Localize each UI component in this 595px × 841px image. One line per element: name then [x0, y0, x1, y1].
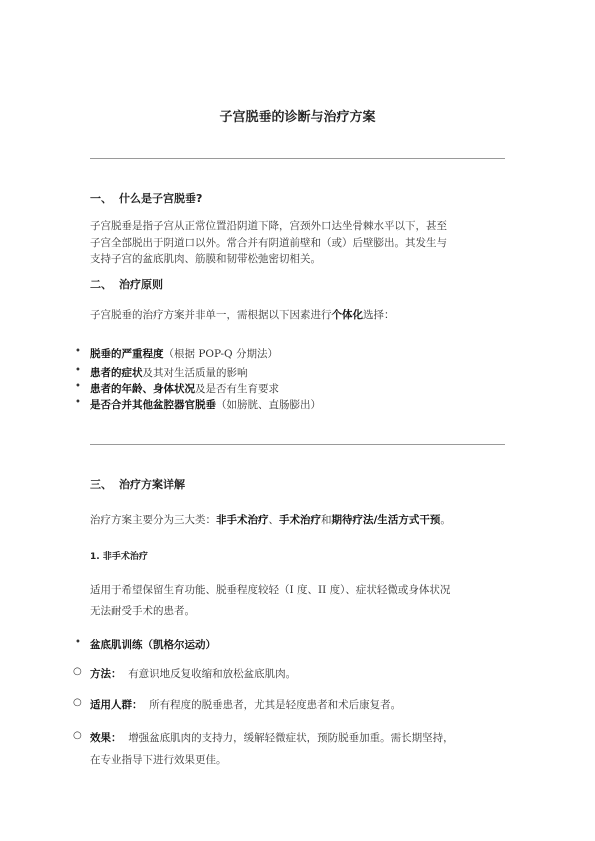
list-item [73, 666, 296, 681]
list-item-bold: 脱垂的严重程度 [90, 348, 164, 360]
list-item [75, 346, 278, 361]
page-title: 子宫脱垂的诊断与治疗方案 [219, 110, 376, 125]
divider [90, 158, 505, 159]
paragraph-line: 适用于希望保留生育功能、脱垂程度较轻（I 度、II 度）、症状轻微或身体状况 [90, 584, 451, 596]
bullet-icon: • [75, 381, 81, 392]
text-run: 子宫脱垂的治疗方案并非单一，需根据以下因素进行 [90, 309, 332, 321]
paragraph [90, 512, 508, 529]
detail-label: 适用人群： [90, 699, 143, 711]
list-item-bold: 是否合并其他盆腔器官脱垂 [90, 399, 216, 411]
circle-bullet-icon: ○ [73, 730, 82, 741]
bullet-icon: • [75, 397, 81, 408]
subsection-heading: 1. 非手术治疗 [90, 552, 148, 562]
detail-continuation: 在专业指导下进行效果更佳。 [90, 754, 227, 766]
section-title: 什么是子宫脱垂? [119, 192, 203, 205]
list-item-text: （如膀胱、直肠膨出） [216, 399, 321, 411]
paragraph [90, 218, 508, 268]
list-item [75, 637, 216, 652]
divider [90, 444, 505, 445]
detail-text: 所有程度的脱垂患者，尤其是轻度患者和术后康复者。 [149, 699, 402, 711]
detail-label: 方法： [90, 668, 122, 680]
bullet-icon: • [75, 637, 81, 648]
detail-text: 增强盆底肌肉的支持力，缓解轻微症状，预防脱垂加重。需长期坚持， [128, 732, 454, 744]
emphasis: 期待疗法/生活方式干预 [331, 514, 441, 526]
detail-text: 有意识地反复收缩和放松盆底肌肉。 [128, 668, 297, 680]
list-item [73, 730, 454, 745]
section-number: 二、 [90, 278, 112, 291]
emphasis: 手术治疗 [279, 514, 321, 526]
text-run: 、 [268, 514, 279, 526]
text-run: 和 [321, 514, 332, 526]
list-item [75, 397, 321, 412]
circle-bullet-icon: ○ [73, 697, 82, 708]
bullet-icon: • [75, 365, 81, 376]
section-title: 治疗原则 [119, 278, 163, 291]
list-item [73, 697, 401, 712]
section-title: 治疗方案详解 [119, 478, 185, 491]
list-item-text: 及其对生活质量的影响 [142, 367, 248, 379]
list-item-bold: 患者的症状 [90, 367, 143, 379]
text-run: 。 [440, 514, 451, 526]
detail-label: 效果： [90, 732, 122, 744]
list-item [75, 365, 248, 380]
paragraph-line: 支持子宫的盆底肌肉、筋膜和韧带松弛密切相关。 [90, 253, 321, 265]
section-heading [90, 276, 163, 292]
list-item [75, 381, 279, 396]
list-item-text: （根据 POP-Q 分期法） [163, 348, 278, 360]
section-number: 三、 [90, 478, 112, 491]
emphasis: 非手术治疗 [216, 514, 269, 526]
paragraph-line: 子宫脱垂是指子宫从正常位置沿阴道下降，宫颈外口达坐骨棘水平以下，甚至 [90, 220, 447, 232]
section-heading [90, 476, 185, 492]
paragraph-line: 无法耐受手术的患者。 [90, 605, 195, 617]
list-item-bold: 盆底肌训练（凯格尔运动） [90, 639, 216, 651]
circle-bullet-icon: ○ [73, 666, 82, 677]
emphasis: 个体化 [331, 309, 363, 321]
text-run: 选择： [363, 309, 395, 321]
section-heading [90, 190, 202, 206]
list-item-bold: 患者的年龄、身体状况 [90, 383, 195, 395]
text-run: 治疗方案主要分为三大类： [90, 514, 216, 526]
section-number: 一、 [90, 192, 112, 205]
paragraph-line: 子宫全部脱出于阴道口以外。常合并有阴道前壁和（或）后壁膨出。其发生与 [90, 236, 447, 249]
paragraph [90, 580, 508, 622]
bullet-icon: • [75, 346, 81, 357]
list-item-text: 及是否有生育要求 [195, 383, 279, 395]
paragraph [90, 307, 508, 324]
